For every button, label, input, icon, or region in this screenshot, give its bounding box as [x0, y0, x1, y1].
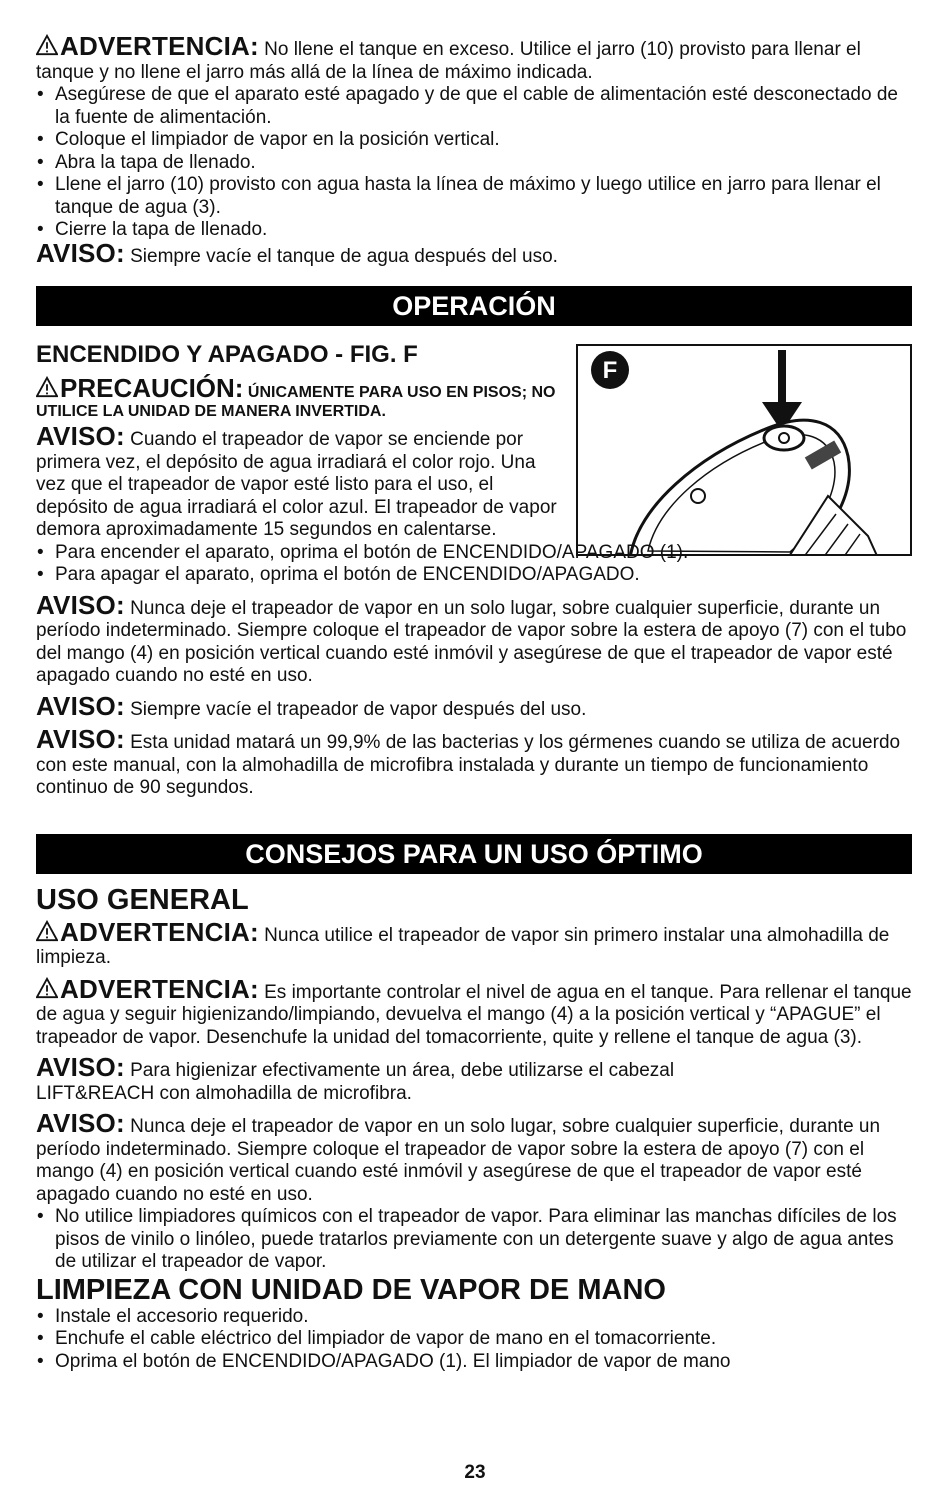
section-header-consejos: CONSEJOS PARA UN USO ÓPTIMO	[36, 834, 912, 874]
list-item: • Abra la tapa de llenado.	[36, 152, 912, 175]
list-item: • Coloque el limpiador de vapor en la posición vertical.	[36, 129, 912, 152]
warning-no-pad	[36, 916, 912, 970]
power-steps-list	[36, 542, 912, 587]
list-item: • No utilice limpiadores químicos con el trapeador de vapor. Para eliminar las manchas difíciles de los pisos de vinilo o linóleo, puede tratarlos previamente con un detergente suave y algo de agua antes de utilizar el trapeador de vapor.	[36, 1206, 912, 1274]
warning-text: Nunca utilice el trapeador de vapor sin primero instalar una almohadilla de limpieza.	[36, 924, 890, 968]
notice-empty-mop	[36, 690, 912, 722]
notice-label: AVISO:	[36, 421, 125, 451]
figure-letter: F	[602, 357, 618, 384]
warning-triangle-icon	[36, 376, 58, 398]
section-header-operacion: OPERACIÓN	[36, 286, 912, 326]
list-item: • Para apagar el aparato, oprima el botón de ENCENDIDO/APAGADO.	[36, 564, 912, 587]
notice-text: Nunca deje el trapeador de vapor en un solo lugar, sobre cualquier superficie, durante un período indeterminado. Siempre coloque el trapeador de vapor sobre la estera de apoyo (7) con el mango (4) en posición vertical cuando esté inmóvil y asegúrese de que el trapeador de vapor esté apagado cuando no esté en uso.	[36, 1116, 881, 1205]
operacion-left-column	[36, 340, 566, 542]
subsection-title-encendido: ENCENDIDO Y APAGADO - FIG. F	[36, 341, 418, 368]
list-item: • Asegúrese de que el aparato esté apagado y de que el cable de alimentación esté desconectado de la fuente de alimentación.	[36, 84, 912, 129]
warning-water-level	[36, 973, 912, 1050]
subsection-title-mano: LIMPIEZA CON UNIDAD DE VAPOR DE MANO	[36, 1273, 666, 1306]
warning-triangle-icon	[36, 920, 58, 942]
notice-text: Para higienizar efectivamente un área, debe utilizarse el cabezal LIFT&REACH con almohadilla de microfibra.	[36, 1060, 675, 1104]
warning-overfill	[36, 31, 912, 84]
notice-text: Esta unidad matará un 99,9% de las bacterias y los gérmenes cuando se utiliza de acuerdo con este manual, con la almohadilla de microfibra instalada y durante un tiempo de funcionamiento continuo de 90 segundos.	[36, 732, 901, 798]
list-item: • Enchufe el cable eléctrico del limpiador de vapor de mano en el tomacorriente.	[36, 1328, 912, 1351]
notice-dont-leave-2	[36, 1108, 912, 1206]
notice-label: AVISO:	[36, 1052, 125, 1082]
notice-heating	[36, 421, 566, 542]
list-item: • Cierre la tapa de llenado.	[36, 219, 912, 242]
notice-label: AVISO:	[36, 1108, 125, 1138]
notice-text: Siempre vacíe el tanque de agua después del uso.	[124, 245, 558, 267]
fill-steps-list	[36, 84, 912, 242]
warning-label: ADVERTENCIA:	[60, 916, 259, 947]
notice-bacteria	[36, 724, 912, 800]
warning-text: No llene el tanque en exceso. Utilice el jarro (10) provisto para llenar el tanque y no llene el jarro más allá de la línea de máximo indicada.	[36, 39, 861, 83]
steam-mop-handle-illustration	[578, 346, 912, 556]
notice-label: AVISO:	[36, 690, 125, 721]
notice-text: Nunca deje el trapeador de vapor en un solo lugar, sobre cualquier superficie, durante un período indeterminado. Siempre coloque el trapeador de vapor sobre la estera de apoyo (7) con el tubo del mango (4) en posición vertical cuando esté inmóvil y asegúrese de que el trapeador de vapor esté apagado cuando no esté en uso.	[36, 597, 907, 686]
page-number: 23	[464, 1462, 486, 1483]
notice-text: Cuando el trapeador de vapor se enciende por primera vez, el depósito de agua irradiará el color rojo. Una vez que el trapeador de vapor esté listo para el uso, el depósito de agua irradiará el color azul. El trapeador de vapor demora aproximadamente 15 segundos en calentarse.	[36, 429, 557, 540]
list-item: • Oprima el botón de ENCENDIDO/APAGADO (1). El limpiador de vapor de mano	[36, 1351, 912, 1374]
notice-lift-reach	[36, 1052, 912, 1105]
caution-text: ÚNICAMENTE PARA USO EN PISOS; NO UTILICE LA UNIDAD DE MANERA INVERTIDA.	[36, 384, 556, 420]
warning-label: ADVERTENCIA:	[60, 973, 259, 1004]
hand-unit-steps-list	[36, 1306, 912, 1374]
subsection-title-uso-general: USO GENERAL	[36, 883, 249, 916]
notice-label: AVISO:	[36, 237, 125, 268]
warning-label: ADVERTENCIA:	[60, 31, 259, 61]
caution-label: PRECAUCIÓN:	[60, 373, 244, 403]
warning-triangle-icon	[36, 977, 58, 999]
chemicals-list	[36, 1206, 912, 1274]
list-item: • Llene el jarro (10) provisto con agua hasta la línea de máximo y luego utilice en jarro para llenar el tanque de agua (3).	[36, 174, 912, 219]
notice-label: AVISO:	[36, 724, 125, 754]
list-item: • Instale el accesorio requerido.	[36, 1306, 912, 1329]
caution-floor-only	[36, 373, 566, 421]
notice-dont-leave	[36, 589, 912, 688]
page-content	[36, 31, 912, 1373]
warning-triangle-icon	[36, 34, 58, 56]
notice-label: AVISO:	[36, 589, 125, 620]
warning-text: Es importante controlar el nivel de agua en el tanque. Para rellenar el tanque de agua y seguir higienizando/limpiando, devuelva el mango (4) a la posición vertical y “APAGUE” el trapeador de vapor. Desenchufe la unidad del tomacorriente, quite y rellene el tanque de agua (3).	[36, 981, 912, 1048]
notice-empty-tank	[36, 237, 912, 269]
list-item: • Para encender el aparato, oprima el botón de ENCENDIDO/APAGADO (1).	[36, 542, 912, 565]
notice-text: Siempre vacíe el trapeador de vapor después del uso.	[124, 698, 587, 720]
figure-f	[576, 344, 912, 556]
